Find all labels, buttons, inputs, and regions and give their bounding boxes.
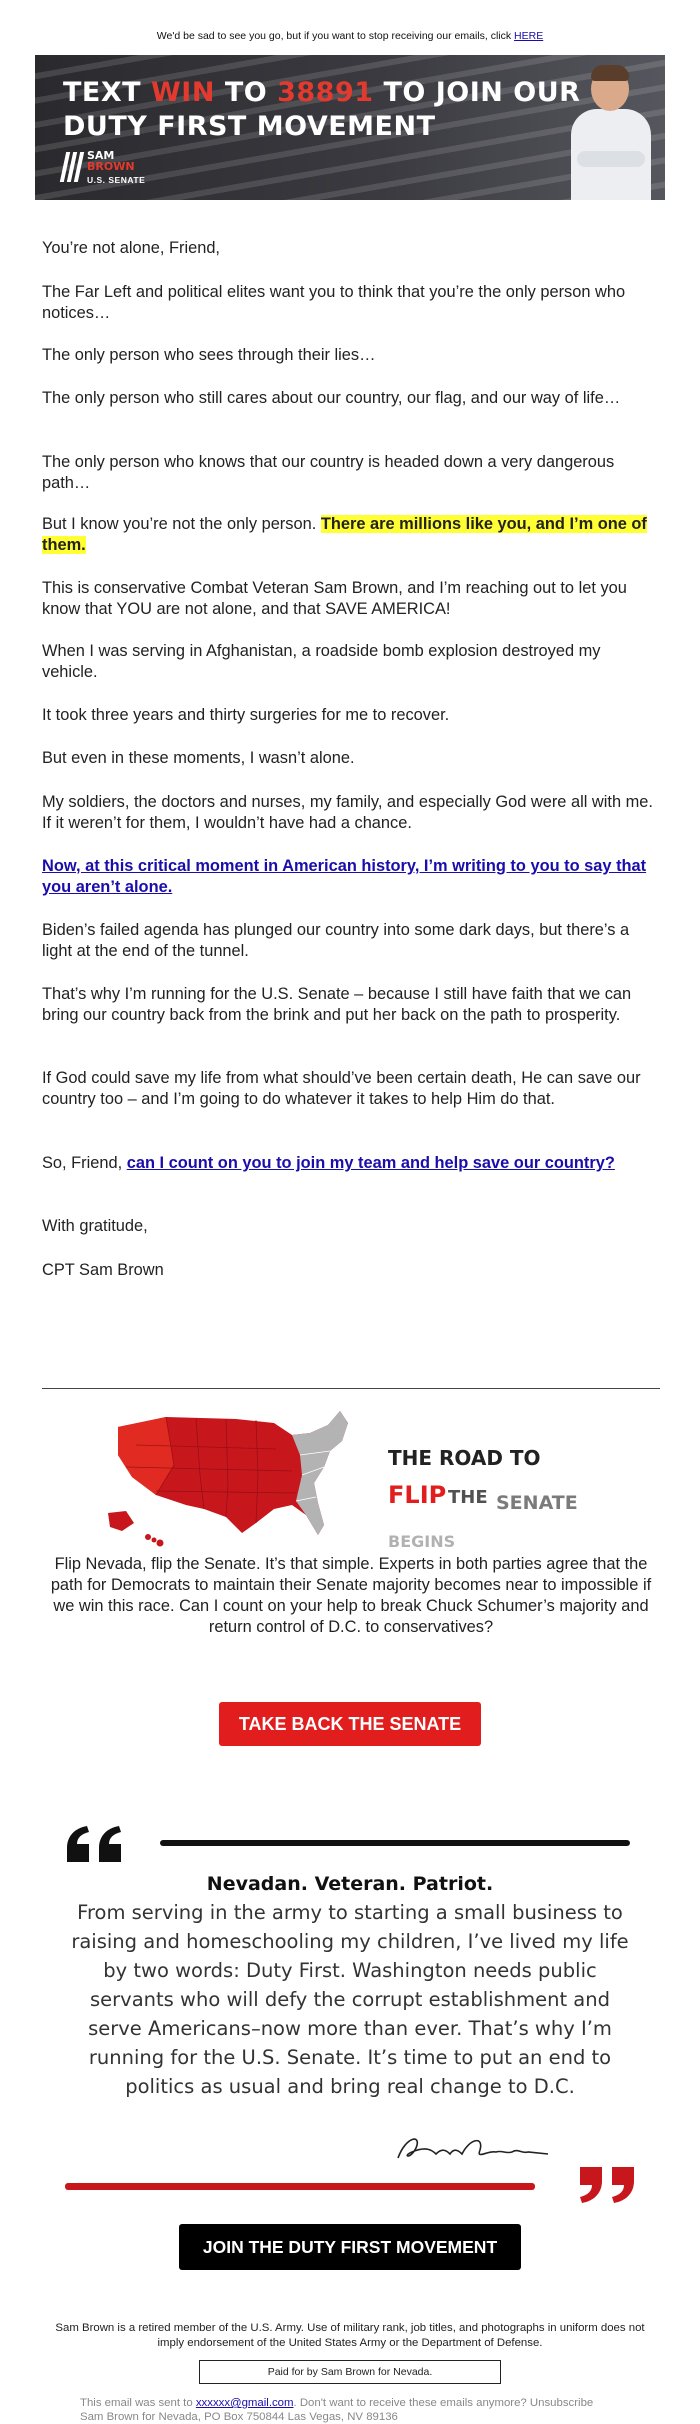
banner-headline-line1: TEXT WIN TO 38891 TO JOIN OUR xyxy=(63,77,581,108)
signature-image xyxy=(392,2128,552,2168)
flip-the-senate-graphic[interactable] xyxy=(96,1405,604,1550)
join-team-link[interactable]: can I count on you to join my team and help save our country? xyxy=(126,1154,615,1172)
quote-open-icon xyxy=(63,1824,127,1864)
unsubscribe-notice xyxy=(0,30,700,42)
paid-for-box: Paid for by Sam Brown for Nevada. xyxy=(199,2360,501,2384)
campaign-logo-name: SAM BROWN xyxy=(87,149,135,173)
greeting: You’re not alone, Friend, xyxy=(42,239,220,257)
header-banner[interactable] xyxy=(35,55,665,200)
unsubscribe-footer-text[interactable]: . Don't want to receive these emails anymore? Unsubscribe xyxy=(293,2397,594,2409)
paragraph: If God could save my life from what should’ve been certain death, He can save our country too – and I’m going to do whatever it takes to help Him do that. xyxy=(42,1069,641,1108)
paragraph: The Far Left and political elites want you to think that you’re the only person who notices… xyxy=(42,283,626,322)
unsubscribe-notice-text: We'd be sad to see you go, but if you want to stop receiving our emails, click xyxy=(156,30,515,42)
svg-text:THE ROAD TO: THE ROAD TO xyxy=(388,1446,541,1470)
quote-tagline: Nevadan. Veteran. Patriot. xyxy=(206,1873,494,1895)
join-duty-first-button[interactable]: JOIN THE DUTY FIRST MOVEMENT xyxy=(179,2224,521,2270)
take-back-senate-button[interactable]: TAKE BACK THE SENATE xyxy=(219,1702,481,1746)
svg-text:SENATE: SENATE xyxy=(496,1492,578,1514)
paragraph: But I know you’re not the only person. There are millions like you, and I’m one of them. xyxy=(42,515,647,554)
recipient-email-link[interactable]: xxxxxx@gmail.com xyxy=(195,2397,294,2409)
svg-text:THE: THE xyxy=(448,1487,488,1508)
sam-brown-logo-icon xyxy=(61,152,83,182)
signoff: CPT Sam Brown xyxy=(42,1261,164,1279)
paragraph: Biden’s failed agenda has plunged our country into some dark days, but there’s a light at the end of the tunnel. xyxy=(42,921,630,960)
highlighted-text: There are millions like you, and I’m one of them. xyxy=(42,515,647,554)
quote-body: From serving in the army to starting a small business to raising and homeschooling my children, I’ve lived my life by two words: Duty First. Washington needs public servants who will defy the corrupt establishment and serve Americans–now more than ever. That’s why I’m running for the U.S. Senate. It’s time to put an end to politics as usual and bring real change to D.C. xyxy=(71,1901,629,2098)
unsubscribe-here-link[interactable]: HERE xyxy=(514,30,544,42)
quote-top-bar xyxy=(160,1840,630,1846)
us-map-icon xyxy=(108,1411,348,1547)
banner-headline-line2: DUTY FIRST MOVEMENT xyxy=(63,111,436,142)
paragraph: The only person who sees through their lies… xyxy=(42,346,376,364)
paragraph: The only person who knows that our country is headed down a very dangerous path… xyxy=(42,453,615,492)
paragraph: It took three years and thirty surgeries for me to recover. xyxy=(42,706,450,724)
sent-to-line: This email was sent to xxxxxx@gmail.com. Don't want to receive these emails anymore? Unsubscribe xyxy=(80,2397,594,2409)
closing: With gratitude, xyxy=(42,1217,148,1235)
paragraph: But even in these moments, I wasn’t alone. xyxy=(42,749,355,767)
svg-text:BEGINS: BEGINS xyxy=(388,1532,456,1550)
section-divider xyxy=(42,1388,660,1389)
svg-text:FLIP: FLIP xyxy=(388,1481,447,1509)
paragraph: That’s why I’m running for the U.S. Senate – because I still have faith that we can bring our country back from the brink and put her back on the path to prosperity. xyxy=(42,985,632,1024)
candidate-photo xyxy=(571,63,651,200)
paragraph: The only person who still cares about our country, our flag, and our way of life… xyxy=(42,389,621,407)
paragraph: This is conservative Combat Veteran Sam Brown, and I’m reaching out to let you know that YOU are not alone, and that SAVE AMERICA! xyxy=(42,579,627,618)
paragraph xyxy=(42,856,660,898)
military-disclaimer: Sam Brown is a retired member of the U.S. Army. Use of military rank, job titles, and photographs in uniform does not imply endorsement of the United States Army or the Department of Defense. xyxy=(55,2322,645,2349)
critical-moment-link[interactable]: Now, at this critical moment in American history, I’m writing to you to say that you aren’t alone. xyxy=(42,857,647,896)
flip-nevada-text: Flip Nevada, flip the Senate. It’s that simple. Experts in both parties agree that the path for Democrats to maintain their Senate majority becomes near to impossible if we win this race. Can I count on your help to break Chuck Schumer’s majority and return control of D.C. to conservatives? xyxy=(50,1555,652,1636)
quote-close-icon xyxy=(574,2165,638,2205)
email-footer xyxy=(80,2396,640,2424)
campaign-logo-subtitle: U.S. SENATE xyxy=(87,175,146,185)
quote-bottom-bar xyxy=(65,2183,535,2190)
mailing-address: Sam Brown for Nevada, PO Box 750844 Las Vegas, NV 89136 xyxy=(80,2411,398,2423)
paragraph: When I was serving in Afghanistan, a roadside bomb explosion destroyed my vehicle. xyxy=(42,642,601,681)
paragraph: My soldiers, the doctors and nurses, my family, and especially God were all with me. If it weren’t for them, I wouldn’t have had a chance. xyxy=(42,793,653,832)
paragraph: So, Friend, can I count on you to join my team and help save our country? xyxy=(42,1154,615,1172)
